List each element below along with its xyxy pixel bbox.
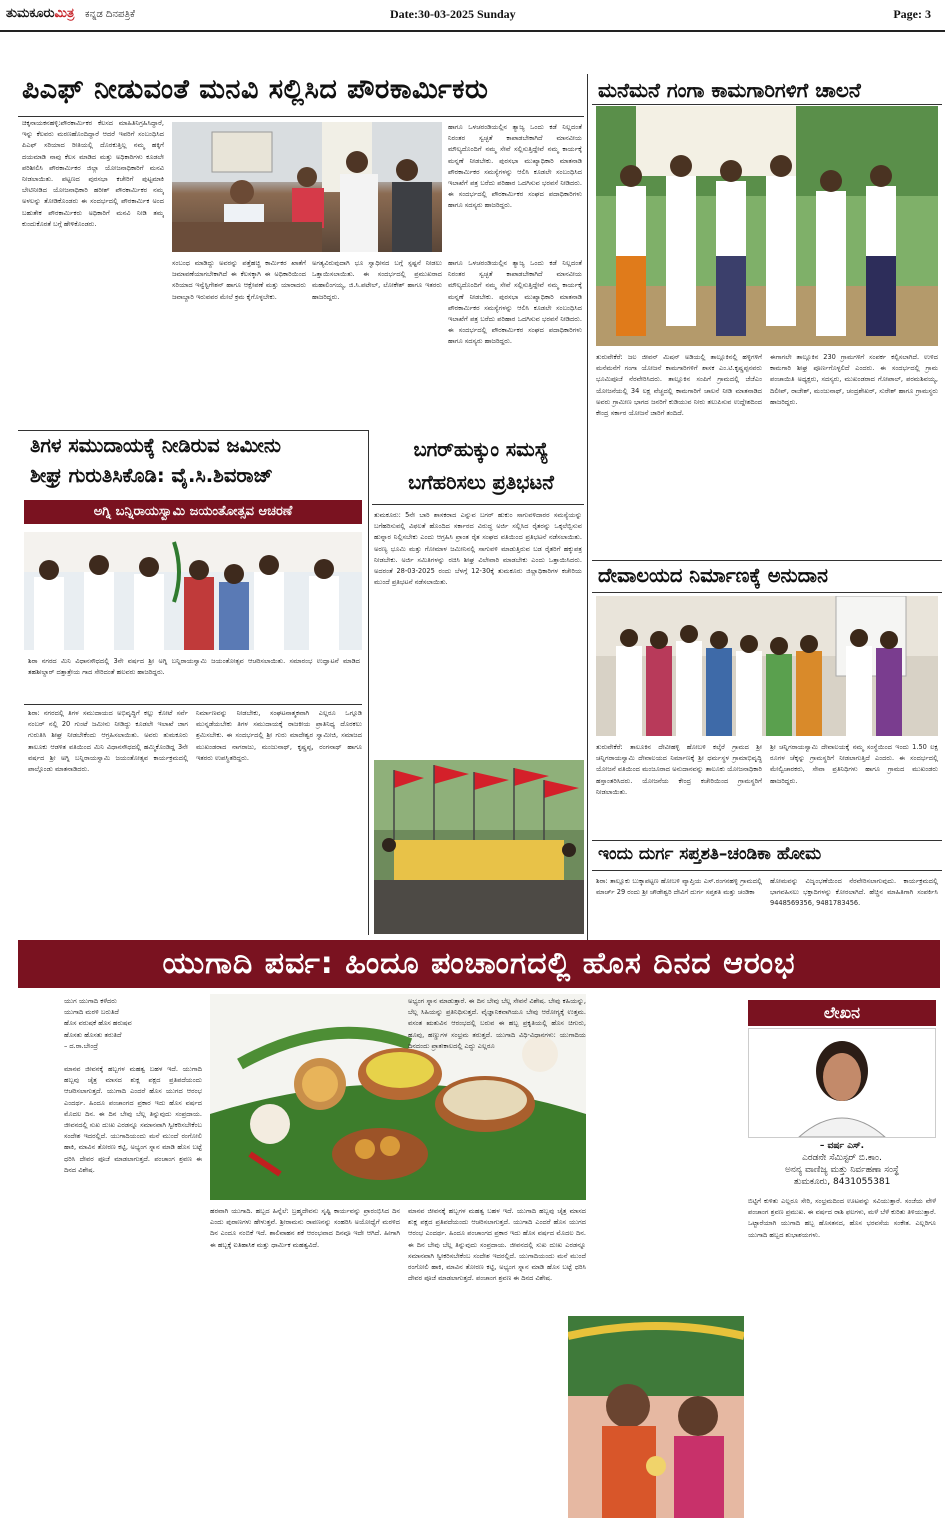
story6-rule-top bbox=[592, 840, 942, 841]
story2-col1: ತುರುವೇಕೆರೆ: ಜಲ ಜೀವನ್ ಮಿಷನ್ ಅಡಿಯಲ್ಲಿ ತಾಲ್ಲೂಕಿನಲ್ಲಿ ಹಳ್ಳಿಗಳಿಗೆ ಮನೆಮನೆಗೆ ಗಂಗಾ ಯೋಜನೆ ಕಾಮಗಾರಿಗಳಿಗೆ ಶಾಸಕ ಎಂ.ಟಿ.ಕೃಷ್ಣಪ್ಪನವರು ಭೂಮಿಪೂಜೆ ನೆರವೇರಿಸಿದರು. ತಾಲ್ಲೂಕಿನ ಸಂಪಿಗೆ ಗ್ರಾಮದಲ್ಲಿ ಜೆಜೆಎಂ ಯೋಜನೆಯಲ್ಲಿ 34 ಲಕ್ಷ ವೆಚ್ಚದಲ್ಲಿ ಕಾಮಗಾರಿಗೆ ಚಾಲನೆ ನೀಡಿ ಮಾತನಾಡಿದ ಅವರು ಗ್ರಾಮೀಣ ಭಾಗದ ಜನರಿಗೆ ಕುಡಿಯುವ ನೀರು ತಲುಪಿಸುವ ಉದ್ದೇಶದಿಂದ ಕೇಂದ್ರ ಸರ್ಕಾರ ಯೋಜನೆ ಜಾರಿಗೆ ತಂದಿದೆ. bbox=[596, 353, 762, 418]
story4-photo bbox=[374, 760, 584, 934]
story5-photo bbox=[596, 596, 938, 736]
story5-rule-top bbox=[592, 560, 942, 561]
story1-headline: ಪಿಎಫ್ ನೀಡುವಂತೆ ಮನವಿ ಸಲ್ಲಿಸಿದ ಪೌರಕಾರ್ಮಿಕರು bbox=[22, 74, 489, 105]
story5-rule bbox=[592, 592, 942, 593]
story1-col1: ಚಿಕ್ಕನಾಯಕನಹಳ್ಳಿ:ಪೌರಕಾರ್ಮಿಕರ ಕೆಲಸದ ಮಾಹಿತಿನಿಗ್ರಹಿಸಿದ್ದಾರೆ, ಇನ್ನು ಕೆಲವರು ಮರಣಹೊಂದಿದ್ದಾರೆ ಆದರೆ ಇವರಿಗೆ ಸಂಬಂಧಿಸಿದ ಪಿಎಫ್ ಸರಿಯಾದ ರೀತಿಯಲ್ಲಿ ದೊರಕುತ್ತಿಲ್ಲ ನಮ್ಮ ಹಕ್ಕಿಗೆ ದಯಮಾಡಿ ನಾವು ಕೆಲಸ ಮಾಡಿದ ಮತ್ತು ಅಧಿಕಾರಿಗಳು ಕೂಡಲೇ ಪರಿಶೀಲಿಸಿ ಪೌರಕಾರ್ಮಿಕರ ಜಿಲ್ಲಾ ಯೋಜನಾಧಿಕಾರಿಗೆ ಮನವಿ ನೀಡಲಾಯಿತು. ಪಟ್ಟಣದ ಪುರಸಭಾ ಕಚೇರಿಗೆ ಪುಟ್ಟಮಾಕಿ ಬೇಟಿನೀಡಿದ ಯೋಜನಾಧಿಕಾರಿ ಹರೀಶ್ ಪೌರಕಾರ್ಮಿಕರ ನಮ್ಮ ಅಳಲನ್ನು ತೋಡಿಕೊಂಡರು ಈ ಸಂದರ್ಭದಲ್ಲಿ ಪೌರಕಾರ್ಮಿಕ ಅಂದ ಬಹುತೇಕ ಪೌರಕಾರ್ಮಿಕರು ಅಧಿಕಾರಿಗೆ ಮನವಿ ನೀಡಿ ತಮ್ಮ ಕುಂದುಕೊರತೆ ಬಗ್ಗೆ ಹೇಳಿಕೊಂಡರು. bbox=[22, 119, 164, 228]
story6-col2: ಹೋಮವನ್ನು ವಿಜೃಂಭಣೆಯಿಂದ ನೆರವೇರಿಸಲಾಗುವುದು. ಕಾರ್ಯಕ್ರಮದಲ್ಲಿ ಭಾಗವಹಿಸಲು ಭಕ್ತಾದಿಗಳನ್ನು ಕೋರಲಾಗಿದೆ. ಹೆಚ್ಚಿನ ಮಾಹಿತಿಗಾಗಿ ಸಂಪರ್ಕಿಸಿ 9448569356, 9481783456. bbox=[770, 877, 938, 908]
feature-col3: ಮಾನವ ಜೀವನಕ್ಕೆ ಹಬ್ಬಗಳ ಮಹತ್ವ ಬಹಳ ಇದೆ. ಯುಗಾದಿ ಹಬ್ಬವು ಚೈತ್ರ ಮಾಸದ ಶುಕ್ಲ ಪಕ್ಷದ ಪ್ರತಿಪದೆಯಂದು ಆಚರಿಸಲಾಗುತ್ತದೆ. ಯುಗಾದಿ ಎಂದರೆ ಹೊಸ ಯುಗದ ಆರಂಭ ಎಂದರ್ಥ. ಹಿಂದೂ ಪಂಚಾಂಗದ ಪ್ರಕಾರ ಇದು ಹೊಸ ವರ್ಷದ ಮೊದಲ ದಿನ. ಈ ದಿನ ಬೇವು ಬೆಲ್ಲ ತಿನ್ನುವುದು ಸಂಪ್ರದಾಯ. ಜೀವನದಲ್ಲಿ ಸುಖ ದುಃಖ ಎರಡನ್ನೂ ಸಮಾನವಾಗಿ ಸ್ವೀಕರಿಸಬೇಕೆಂಬ ಸಂದೇಶ ಇದರಲ್ಲಿದೆ. ಯುಗಾದಿಯಂದು ಮನೆ ಮುಂದೆ ರಂಗೋಲಿ ಹಾಕಿ, ಮಾವಿನ ತೋರಣ ಕಟ್ಟಿ, ಅಭ್ಯಂಗ ಸ್ನಾನ ಮಾಡಿ ಹೊಸ ಬಟ್ಟೆ ಧರಿಸಿ ದೇವರ ಪೂಜೆ ಮಾಡಲಾಗುತ್ತದೆ. ಪಂಚಾಂಗ ಶ್ರವಣ ಈ ದಿನದ ವಿಶೇಷ. bbox=[408, 1207, 586, 1283]
author-portrait bbox=[749, 1029, 935, 1137]
page-number: Page: 3 bbox=[893, 7, 931, 21]
story3-rule-top bbox=[18, 430, 368, 431]
story6-col1: ಶಿರಾ: ತಾಲ್ಲೂಕು ಬುಕ್ಕಾಪಟ್ಟಣ ಹೋಬಳಿ ವ್ಯಾಪ್ತಿಯ ಎಸ್.ರಂಗನಹಳ್ಳಿ ಗ್ರಾಮದಲ್ಲಿ ಮಾರ್ಚ್ 29 ರಂದು ಶ್ರೀ ಚೌಡೇಶ್ವರಿ ದೇವಿಗೆ ದುರ್ಗ ಸಪ್ತಶತಿ ಮತ್ತು ಚಂಡಿಕಾ bbox=[596, 877, 762, 897]
story1-rule bbox=[18, 116, 584, 117]
brand-subtitle: ಕನ್ನಡ ದಿನಪತ್ರಿಕೆ bbox=[84, 9, 135, 20]
author-block bbox=[748, 1140, 936, 1188]
author-detail-2: ಅನನ್ಯ ವಾಣಿಜ್ಯ ಮತ್ತು ನಿರ್ವಹಣಾ ಸಂಸ್ಥೆ bbox=[784, 1165, 900, 1175]
protest-photo bbox=[374, 760, 584, 934]
story3-headline-line2: ಶೀಘ್ರ ಗುರುತಿಸಿಕೊಡಿ: ವೈ.ಸಿ.ಶಿವರಾಜ್ bbox=[30, 464, 273, 487]
story4-divider bbox=[368, 430, 369, 935]
author-name: – ವರ್ಷ ಎಸ್. bbox=[819, 1141, 865, 1151]
story4-headline-line1: ಬಗರ್‌ಹುಕ್ಕುಂ ಸಮಸ್ಯೆ bbox=[413, 438, 549, 461]
inauguration-photo bbox=[596, 106, 938, 346]
story3-headline-line1: ತಿಗಳ ಸಮುದಾಯಕ್ಕೆ ನೀಡಿರುವ ಜಮೀನು bbox=[30, 434, 281, 457]
issue-date: Date:30-03-2025 Sunday bbox=[390, 7, 516, 21]
story3-subhead: ಅಗ್ನಿ ಬನ್ನಿರಾಯಸ್ವಾಮಿ ಜಯಂತೋತ್ಸವ ಆಚರಣೆ bbox=[24, 500, 362, 524]
office-meeting-photo bbox=[172, 122, 442, 252]
author-detail-3: ತುಮಕೂರು, 8431055381 bbox=[793, 1177, 891, 1187]
story5-col1: ತುರುವೇಕೆರೆ: ತಾಲೂಕಿನ ದೇವೀಹಳ್ಳಿ ಹೋಬಳಿ ಕಲ್ಕೆರೆ ಗ್ರಾಮದ ಶ್ರೀ ಚನ್ನಿಗರಾಯಸ್ವಾಮಿ ದೇವಾಲಯದ ನಿರ್ಮಾಣಕ್ಕೆ ಶ್ರೀ ಧರ್ಮಸ್ಥಳ ಗ್ರಾಮಾಭಿವೃದ್ಧಿ ಯೋಜನೆ ವತಿಯಿಂದ ಮಂಜೂರಾದ ಅನುದಾನವನ್ನು ತಾಲೂಕು ಯೋಜನಾಧಿಕಾರಿ ಹಸ್ತಾಂತರಿಸಿದರು. ಯೋಜನೆಯ ಕೇಂದ್ರ ಕಚೇರಿಯಿಂದ ಗ್ರಾಮಸ್ಥರಿಗೆ ನೀಡಲಾಯಿತು. bbox=[596, 743, 762, 796]
story3-col2: ನಿರ್ಮಾಣವನ್ನು ನೀಡಬೇಕು, ಸಂಘಟನಾತ್ಮಕವಾಗಿ ಎಲ್ಲರೂ ಒಗ್ಗೂಡಿ ಮುನ್ನಡೆಯಬೇಕು ತಿಗಳ ಸಮುದಾಯಕ್ಕೆ ರಾಜಕೀಯ ಪ್ರಾತಿನಿಧ್ಯ ದೊರಕಲು ಶ್ರಮಿಸಬೇಕು. ಈ ಸಂದರ್ಭದಲ್ಲಿ ಶ್ರೀ ಗುರು ಮಾದೇಶ್ವರ ಸ್ವಾಮೀಜಿ, ಸಮಾಜದ ಮುಖಂಡರಾದ ನಾಗರಾಜು, ಮಂಜುನಾಥ್, ಕೃಷ್ಣಪ್ಪ, ರಂಗನಾಥ್ ಹಾಗೂ ಇತರರು ಉಪಸ್ಥಿತರಿದ್ದರು. bbox=[196, 709, 362, 762]
story2-rule bbox=[592, 104, 942, 105]
women-festival-photo bbox=[568, 1316, 744, 1518]
story4-body: ತುಮಕೂರು: 5ನೇ ಬಾರಿ ಶಾಸಕರಾದ ಎನ್ನುವ ಬಗರ್ ಹುಕುಂ ಸಾಗುವಳಿದಾರರ ಸಮಸ್ಯೆಯನ್ನು ಬಗೆಹರಿಸುವಲ್ಲಿ ವಿಫಲತೆ ಹೊಂದಿದ ಸರ್ಕಾರದ ವಿರುದ್ಧ ಅರ್ಜಿ ಸಲ್ಲಿಸಿದ ರೈತರನ್ನು ಒಕ್ಕಲೆಬ್ಬಿಸುವ ಹುನ್ನಾರ ನಿಲ್ಲಿಸಬೇಕು ಎಂದು ಆಗ್ರಹಿಸಿ ಪ್ರಾಂತ ರೈತ ಸಂಘದ ವತಿಯಿಂದ ಪ್ರತಿಭಟನೆ ನಡೆಸಲಾಯಿತು. ಅರಣ್ಯ ಭೂಮಿ ಮತ್ತು ಗೋಮಾಳ ಜಮೀನಿನಲ್ಲಿ ಸಾಗುವಳಿ ಮಾಡುತ್ತಿರುವ ಬಡ ರೈತರಿಗೆ ಹಕ್ಕುಪತ್ರ ನೀಡಬೇಕು. ಅರ್ಜಿ ಸಮಿತಿಗಳನ್ನು ರಚಿಸಿ ಶೀಘ್ರ ವಿಲೇವಾರಿ ಮಾಡಬೇಕು ಎಂದು ಒತ್ತಾಯಿಸಿದರು. ಅದರಂತೆ 28-03-2025 ರಂದು ಬೆಳಗ್ಗೆ 12-30ಕ್ಕೆ ತುಮಕೂರು ಜಿಲ್ಲಾಧಿಕಾರಿಗಳ ಕಚೇರಿಯ ಮುಂದೆ ಪ್ರತಿಭಟನೆ ನಡೆಸಲಾಯಿತು. bbox=[374, 511, 582, 587]
author-photo bbox=[748, 1028, 936, 1138]
story1-photo bbox=[172, 122, 442, 252]
temple-grant-photo bbox=[596, 596, 938, 736]
newspaper-brand bbox=[6, 6, 135, 21]
feature-col3-upper: ಅಭ್ಯಂಗ ಸ್ನಾನ ಮಾಡುತ್ತಾರೆ. ಈ ದಿನ ಬೇವು ಬೆಲ್ಲ ಸೇವನೆ ವಿಶೇಷ. ಬೇವು ಕಹಿಯನ್ನು, ಬೆಲ್ಲ ಸಿಹಿಯನ್ನು ಪ್ರತಿನಿಧಿಸುತ್ತದೆ. ವೈಜ್ಞಾನಿಕವಾಗಿಯೂ ಬೇವು ಆರೋಗ್ಯಕ್ಕೆ ಉತ್ತಮ. ವಸಂತ ಋತುವಿನ ಆರಂಭದಲ್ಲಿ ಬರುವ ಈ ಹಬ್ಬ ಪ್ರಕೃತಿಯಲ್ಲಿ ಹೊಸ ಚಿಗುರು, ಹೂವು, ಹಣ್ಣುಗಳ ಸಂಭ್ರಮ ತರುತ್ತದೆ. ಯುಗಾದಿ ವಿಧಿ-ವಿಧಾನಗಳು: ಯುಗಾದಿಯ ದಿನದಂದು ಪ್ರಾತಃಕಾಲದಲ್ಲಿ ಎದ್ದು ಎಲ್ಲರೂ bbox=[408, 997, 586, 1050]
feature-festival-photo bbox=[568, 1316, 744, 1518]
story5-col2: ಶ್ರೀ ಚನ್ನಿಗರಾಯಸ್ವಾಮಿ ದೇವಾಲಯಕ್ಕೆ ನಮ್ಮ ಸಂಸ್ಥೆಯಿಂದ ಇಂದು 1.50 ಲಕ್ಷ ರೂಗಳ ಚೆಕ್ಕನ್ನು ಗ್ರಾಮಸ್ಥರಿಗೆ ನೀಡಲಾಗುತ್ತಿದೆ ಎಂದರು. ಈ ಸಂದರ್ಭದಲ್ಲಿ ಮೇಲ್ವಿಚಾರಕರು, ಸೇವಾ ಪ್ರತಿನಿಧಿಗಳು ಹಾಗೂ ಗ್ರಾಮದ ಮುಖಂಡರು ಹಾಜರಿದ್ದರು. bbox=[770, 743, 938, 785]
story4-rule bbox=[372, 504, 584, 505]
story1-col2: ಹಾಗೂ ಒಳಚರಂಡಿಯಲ್ಲಿನ ತ್ಯಾಜ್ಯ ಒಂದು ಕಡೆ ನಿಲ್ಲದಂತೆ ನಿರಂತರ ಸ್ವಚ್ಛತೆ ಕಾಪಾಡಬೇಕಾಗಿದೆ ಮಾನವೀಯ ಮೌಲ್ಯದೊಂದಿಗೆ ನಮ್ಮ ಸೇವೆ ಸಲ್ಲಿಸುತ್ತಿದ್ದೇವೆ ನಮ್ಮ ಕಾರ್ಯಕ್ಕೆ ಮನ್ನಣೆ ನೀಡಬೇಕು. ಪುರಸಭಾ ಮುಖ್ಯಾಧಿಕಾರಿ ಮಾತನಾಡಿ ಪೌರಕಾರ್ಮಿಕರ ಸಮಸ್ಯೆಗಳನ್ನು ಆಲಿಸಿ ಕೂಡಲೇ ಸಂಬಂಧಿಸಿದ ಇಲಾಖೆಗೆ ಪತ್ರ ಬರೆದು ಪರಿಹಾರ ಒದಗಿಸುವ ಭರವಸೆ ನೀಡಿದರು. ಈ ಸಂದರ್ಭದಲ್ಲಿ ಪೌರಕಾರ್ಮಿಕರ ಸಂಘದ ಪದಾಧಿಕಾರಿಗಳು ಹಾಗೂ ಸದಸ್ಯರು ಹಾಜರಿದ್ದರು. bbox=[448, 123, 582, 210]
story6-rule bbox=[592, 870, 942, 871]
lekhana-label: ಲೇಖನ bbox=[748, 1000, 936, 1026]
story1-col3: ಸಂಬಂಧ ಮಾಡಿದ್ದು ಅವರನ್ನು ಪತ್ತೆಹಚ್ಚಿ ಕಾರ್ಮಿಕರ ಖಾತೆಗೆ ಜಮಾವಣೆಯಾಗಬೇಕಾಗಿದೆ ಈ ಕೆಲಸಕ್ಕಾಗಿ ಈ ಅಧಿಕಾರಿಯಿಂದ ಸರಿಯಾದ ಇನ್ವೆಸ್ಟಿಗೇಶನ್ ಹಾಗೂ ಆಕ್ಷೇಪಣೆ ಮತ್ತು ಯಾರಾದರು ಜವಾಬ್ದಾರಿ ಇರುವವರ ಮೇಲೆ ಕ್ರಮ ಕೈಗೊಳ್ಳಬೇಕು. bbox=[172, 259, 306, 301]
brand-name-black: ತುಮಕೂರು bbox=[6, 6, 55, 21]
story6-headline: ಇಂದು ದುರ್ಗ ಸಪ್ತಶತಿ–ಚಂಡಿಕಾ ಹೋಮ bbox=[598, 844, 822, 864]
story5-headline: ದೇವಾಲಯದ ನಿರ್ಮಾಣಕ್ಕೆ ಅನುದಾನ bbox=[598, 564, 828, 587]
story3-rule-caption bbox=[24, 704, 362, 705]
story3-caption: ಶಿರಾ ನಗರದ ಮಿನಿ ವಿಧಾನಸೌಧದಲ್ಲಿ 3ನೇ ವರ್ಷದ ಶ್ರೀ ಅಗ್ನಿ ಬನ್ನಿರಾಯಸ್ವಾಮಿ ಜಯಂತೋತ್ಸವ ಆಚರಿಸಲಾಯಿತು. ಸಮಾರಂಭ ಉದ್ಘಾಟನೆ ಮಾಡಿದ ತಹಶೀಲ್ದಾರ್ ದತ್ತಾತ್ರೇಯ ಗಾದ ಸೇರಿದಂತೆ ಹಲವರು ಹಾಜರಿದ್ದರು. bbox=[28, 657, 360, 677]
column-divider bbox=[587, 74, 588, 940]
story1-col4b: ಹಾಗೂ ಒಳಚರಂಡಿಯಲ್ಲಿನ ತ್ಯಾಜ್ಯ ಒಂದು ಕಡೆ ನಿಲ್ಲದಂತೆ ನಿರಂತರ ಸ್ವಚ್ಛತೆ ಕಾಪಾಡಬೇಕಾಗಿದೆ ಮಾನವೀಯ ಮೌಲ್ಯದೊಂದಿಗೆ ನಮ್ಮ ಸೇವೆ ಸಲ್ಲಿಸುತ್ತಿದ್ದೇವೆ ನಮ್ಮ ಕಾರ್ಯಕ್ಕೆ ಮನ್ನಣೆ ನೀಡಬೇಕು. ಪುರಸಭಾ ಮುಖ್ಯಾಧಿಕಾರಿ ಮಾತನಾಡಿ ಪೌರಕಾರ್ಮಿಕರ ಸಮಸ್ಯೆಗಳನ್ನು ಆಲಿಸಿ ಕೂಡಲೇ ಸಂಬಂಧಿಸಿದ ಇಲಾಖೆಗೆ ಪತ್ರ ಬರೆದು ಪರಿಹಾರ ಒದಗಿಸುವ ಭರವಸೆ ನೀಡಿದರು. ಈ ಸಂದರ್ಭದಲ್ಲಿ ಪೌರಕಾರ್ಮಿಕರ ಸಂಘದ ಪದಾಧಿಕಾರಿಗಳು ಹಾಗೂ ಸದಸ್ಯರು ಹಾಜರಿದ್ದರು. bbox=[448, 259, 582, 346]
story3-photo bbox=[24, 532, 362, 650]
feature-col1: ಮಾನವ ಜೀವನಕ್ಕೆ ಹಬ್ಬಗಳ ಮಹತ್ವ ಬಹಳ ಇದೆ. ಯುಗಾದಿ ಹಬ್ಬವು ಚೈತ್ರ ಮಾಸದ ಶುಕ್ಲ ಪಕ್ಷದ ಪ್ರತಿಪದೆಯಂದು ಆಚರಿಸಲಾಗುತ್ತದೆ. ಯುಗಾದಿ ಎಂದರೆ ಹೊಸ ಯುಗದ ಆರಂಭ ಎಂದರ್ಥ. ಹಿಂದೂ ಪಂಚಾಂಗದ ಪ್ರಕಾರ ಇದು ಹೊಸ ವರ್ಷದ ಮೊದಲ ದಿನ. ಈ ದಿನ ಬೇವು ಬೆಲ್ಲ ತಿನ್ನುವುದು ಸಂಪ್ರದಾಯ. ಜೀವನದಲ್ಲಿ ಸುಖ ದುಃಖ ಎರಡನ್ನೂ ಸಮಾನವಾಗಿ ಸ್ವೀಕರಿಸಬೇಕೆಂಬ ಸಂದೇಶ ಇದರಲ್ಲಿದೆ. ಯುಗಾದಿಯಂದು ಮನೆ ಮುಂದೆ ರಂಗೋಲಿ ಹಾಕಿ, ಮಾವಿನ ತೋರಣ ಕಟ್ಟಿ, ಅಭ್ಯಂಗ ಸ್ನಾನ ಮಾಡಿ ಹೊಸ ಬಟ್ಟೆ ಧರಿಸಿ ದೇವರ ಪೂಜೆ ಮಾಡಲಾಗುತ್ತದೆ. ಪಂಚಾಂಗ ಶ್ರವಣ ಈ ದಿನದ ವಿಶೇಷ. bbox=[64, 1065, 202, 1174]
brand-name-red: ಮಿತ್ರ bbox=[54, 6, 75, 21]
feature-col4: ಬಿಟ್ಟಿಗೆ ಕುಳಿತು ಎಲ್ಲರೂ ಸೇರಿ, ಸಂಭ್ರಮದಿಂದ ಊಟವನ್ನು ಸವಿಯುತ್ತಾರೆ. ಸಂಜೆಯ ವೇಳೆ ಪಂಚಾಂಗ ಶ್ರವಣ ಪ್ರಮುಖ. ಈ ವರ್ಷದ ರಾಶಿ ಫಲಗಳು, ಮಳೆ ಬೆಳೆ ಕುರಿತು ತಿಳಿಯುತ್ತಾರೆ. ಒಟ್ಟಾರೆಯಾಗಿ ಯುಗಾದಿ ಹಬ್ಬ ಹೊಸತನದ, ಹೊಸ ಭರವಸೆಯ ಸಂಕೇತ. ಎಲ್ಲರಿಗೂ ಯುಗಾದಿ ಹಬ್ಬದ ಶುಭಾಶಯಗಳು. bbox=[748, 1197, 936, 1239]
story4-headline-line2: ಬಗೆಹರಿಸಲು ಪ್ರತಿಭಟನೆ bbox=[408, 471, 554, 494]
story2-photo bbox=[596, 106, 938, 346]
masthead bbox=[0, 0, 945, 32]
author-detail-1: ಎರಡನೇ ಸೆಮಿಸ್ಟರ್ ಬಿ.ಕಾಂ. bbox=[802, 1153, 882, 1163]
story1-col4: ಅಗತ್ಯವಿರುವುದಾಗಿ ಭೂ ಸ್ವಾಧೀನದ ಬಗ್ಗೆ ಸ್ಪಷ್ಟನೆ ನೀಡಲು ಒತ್ತಾಯಿಸಲಾಯಿತು. ಈ ಸಂದರ್ಭದಲ್ಲಿ ಪ್ರಮುಖರಾದ ಮಹಾಲಿಂಗಯ್ಯ, ಜಿ.ಸಿ.ಪಟೇಲ್, ಲೋಕೇಶ್ ಹಾಗೂ ಇತರರು ಹಾಜರಿದ್ದರು. bbox=[312, 259, 442, 301]
story3-col1: ಶಿರಾ: ನಗರದಲ್ಲಿ ತಿಗಳ ಸಮುದಾಯದ ಅಭಿವೃದ್ಧಿಗೆ ಕಲ್ಲು ಕೋಟೆ ಸರ್ವೆ ನಂಬರ್ ನಲ್ಲಿ 20 ಗುಂಟೆ ಜಮೀನು ನೀಡಿದ್ದು ಕೂಡಲೇ ಇಲಾಖೆ ಜಾಗ ಗುರುತಿಸಿ ಶೀಘ್ರ ನೀಡಬೇಕೆಂದು ಆಗ್ರಹಿಸಲಾಯಿತು. ಅವರು ತುಮಕೂರು ತಾಲೂಕು ಆಡಳಿತ ವತಿಯಿಂದ ಮಿನಿ ವಿಧಾನಸೌಧದಲ್ಲಿ ಹಮ್ಮಿಕೊಂಡಿದ್ದ 3ನೇ ವರ್ಷದ ಶ್ರೀ ಅಗ್ನಿ ಬನ್ನಿರಾಯಸ್ವಾಮಿ ಜಯಂತೋತ್ಸವ ಕಾರ್ಯಕ್ರಮದಲ್ಲಿ ಪಾಲ್ಗೊಂಡು ಮಾತನಾಡಿದರು. bbox=[28, 709, 188, 774]
story2-headline: ಮನೆಮನೆ ಗಂಗಾ ಕಾಮಗಾರಿಗಳಿಗೆ ಚಾಲನೆ bbox=[598, 78, 861, 102]
feature-banner: ಯುಗಾದಿ ಪರ್ವ: ಹಿಂದೂ ಪಂಚಾಂಗದಲ್ಲಿ ಹೊಸ ದಿನದ ಆರಂಭ bbox=[18, 940, 940, 988]
story2-col2: ಈಗಾಗಲೇ ತಾಲ್ಲೂಕಿನ 230 ಗ್ರಾಮಗಳಿಗೆ ಸಂಪರ್ಕ ಕಲ್ಪಿಸಲಾಗಿದೆ. ಉಳಿದ ಕಾಮಗಾರಿ ಶೀಘ್ರ ಪೂರ್ಣಗೊಳ್ಳಲಿದೆ ಎಂದರು. ಈ ಸಂದರ್ಭದಲ್ಲಿ ಗ್ರಾಮ ಪಂಚಾಯಿತಿ ಅಧ್ಯಕ್ಷರು, ಸದಸ್ಯರು, ಮುಖಂಡರಾದ ಗೋಪಾಲ್, ಪರಮಶಿವಯ್ಯ, ದಿಲೀಪ್, ರಾಜೇಶ್, ಮಂಜುನಾಥ್, ಚಂದ್ರಶೇಖರ್, ಸುರೇಶ್ ಹಾಗೂ ಗ್ರಾಮಸ್ಥರು ಹಾಜರಿದ್ದರು. bbox=[770, 353, 938, 406]
feature-poem: ಯುಗ ಯುಗಾದಿ ಕಳೆದರು ಯುಗಾದಿ ಮರಳಿ ಬರುತಿದೆ ಹೊಸ ವರುಷಕೆ ಹೊಸ ಹರುಷವ ಹೊಸತು ಹೊಸತು ತರುತಿದೆ – ದ.ರಾ.ಬೇಂದ್ರೆ bbox=[64, 997, 132, 1050]
group-celebration-photo bbox=[24, 532, 362, 650]
feature-col2: ಹರವಾಗಿ ಯುಗಾದಿ. ಹಬ್ಬದ ಹಿನ್ನೆಲೆ: ಬ್ರಹ್ಮದೇವನು ಸೃಷ್ಟಿ ಕಾರ್ಯವನ್ನು ಪ್ರಾರಂಭಿಸಿದ ದಿನ ಎಂದು ಪುರಾಣಗಳು ಹೇಳುತ್ತವೆ. ಶ್ರೀರಾಮನು ರಾವಣನನ್ನು ಸಂಹರಿಸಿ ಅಯೋಧ್ಯೆಗೆ ಮರಳಿದ ದಿನ ಎಂದೂ ನಂಬಿಕೆ ಇದೆ. ಶಾಲಿವಾಹನ ಶಕೆ ಆರಂಭವಾದ ದಿನವೂ ಇದೇ ಆಗಿದೆ. ಹೀಗಾಗಿ ಈ ಹಬ್ಬಕ್ಕೆ ಐತಿಹಾಸಿಕ ಮತ್ತು ಧಾರ್ಮಿಕ ಮಹತ್ವವಿದೆ. bbox=[210, 1207, 400, 1249]
